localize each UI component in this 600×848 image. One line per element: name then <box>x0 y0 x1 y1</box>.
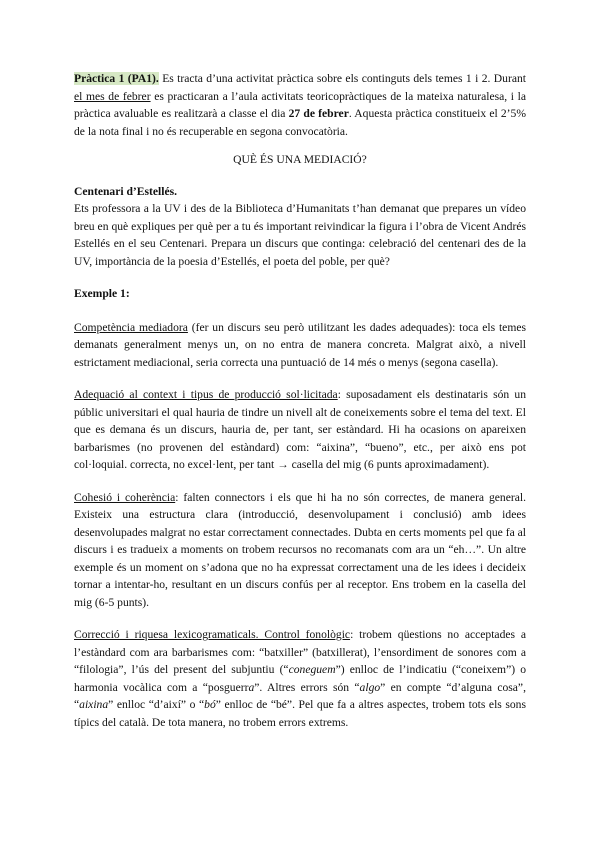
section-correccio: Correcció i riquesa lexicogramaticals. Control fonològic: trobem qüestions no acceptades a l’estàndard com ara barbarismes com: “batxiller” (batxillerat), l’ensordiment de sonores com a “filologia”, l’ús del present del subjuntiu (“coneguem”) enlloc de l’indicatiu (“coneixem”) o harmonia vocàlica com a “posguerra”. Altres errors són “algo” en compte “d’alguna cosa”, “aixina” enlloc “d’així” o “bó” enlloc de “bé”. Pel que fa a altres aspectes, trobem tots els sons típics del català. De tota manera, no trobem errors extrems. <box>74 628 526 729</box>
page-title: QUÈ ÉS UNA MEDIACIÓ? <box>233 153 367 166</box>
due-date: 27 de febrer <box>288 107 349 120</box>
task-heading: Centenari d’Estellés. <box>74 184 178 198</box>
section-adequacio: Adequació al context i tipus de producció sol·licitada: suposadament els destinataris són un públic universitari el qual hauria de tindre un nivell alt de coneixements sobre el tema del text. El que es demana és un discurs, hauria de, per tant, ser estàndard. Hi ha ocasions on apareixen barbarismes (no provenen del estàndard) com: “aixina”, “bueno”, etc., per això ens pot col·loquial. correcta, no excel·lent, per tant → casella del mig (6 punts aproximadament). <box>74 388 526 471</box>
task-body: Ets professora a la UV i des de la Biblioteca d’Humanitats t’han demanat que prepares un vídeo breu en què expliques per què per a tu és important reivindicar la figura i l’obra de Vicent Andrés Estellés en el seu Centenari. Prepara un discurs que continga: celebració del centenari des de la UV, importància de la poesia d’Estellés, el poeta del poble, per què? <box>74 202 526 268</box>
section-label: Cohesió i coherència <box>74 490 176 504</box>
section-label: Correcció i riquesa lexicogramaticals. Control fonològic <box>74 628 351 641</box>
document-page <box>74 70 526 731</box>
example-heading: Exemple 1: <box>74 287 130 300</box>
date-span: el mes de febrer <box>74 89 151 103</box>
practice-label: Pràctica 1 (PA1). <box>74 72 159 85</box>
section-cohesio: Cohesió i coherència: falten connectors i els que hi ha no són correctes, de manera general. Existeix una estructura clara (introducció, desenvolupament i conclusió) amb idees desenvolupades malgrat no estar correctament connectades. Dubta en certs moments pel que fa al discurs i es tradueix a moments on trobem recursos no recomanats com ara un “eh…”. Un altre exemple és un moment on s’adona que no ha expressat correctament una de les idees i decideix tornar a intentar-ho, resultant en un discurs confús per al receptor. Ens trobem en la casella del mig (6-5 punts). <box>74 490 526 609</box>
section-competencia: Competència mediadora (fer un discurs seu però utilitzant les dades adequades): toca els temes demanats generalment menys un, on no entra de manera concreta. Malgrat això, a nivell estrictament mediacional, seria correcta una puntuació de 14 més o menys (segona casella). <box>74 320 526 369</box>
section-label: Competència mediadora <box>74 320 188 334</box>
intro-paragraph: Pràctica 1 (PA1). Es tracta d’una activitat pràctica sobre els continguts dels temes 1 i 2. Durant el mes de febrer es practicaran a l’aula activitats teoricopràctiques de la mateixa naturalesa, i la pràctica avaluable es realitzarà a classe el dia 27 de febrer. Aquesta pràctica constitueix el 2’5% de la nota final i no és recuperable en segona convocatòria. <box>74 72 526 138</box>
section-label: Adequació al context i tipus de producció sol·licitada <box>74 388 338 401</box>
